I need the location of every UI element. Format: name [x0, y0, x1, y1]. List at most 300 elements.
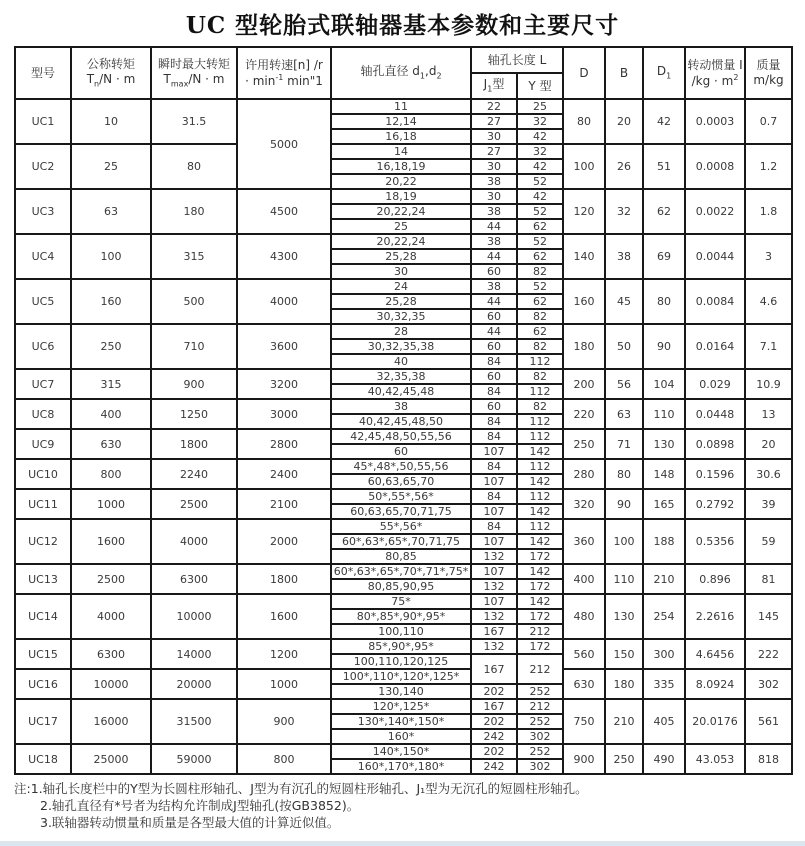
speed-cell: 1800: [237, 564, 331, 594]
mass-cell: 1.8: [745, 189, 792, 234]
mass-cell: 10.9: [745, 369, 792, 399]
max-torque-cell: 10000: [151, 594, 237, 639]
y-length-cell: 212: [517, 654, 563, 684]
D1-cell: 188: [643, 519, 685, 564]
speed-cell: 2000: [237, 519, 331, 564]
bore-diameter-cell: 60*,63*,65*,70,71,75: [331, 534, 471, 549]
nominal-torque-cell: 630: [71, 429, 151, 459]
mass-cell: 561: [745, 699, 792, 744]
speed-cell: 800: [237, 744, 331, 774]
mass-cell: 302: [745, 669, 792, 699]
inertia-cell: 0.0022: [685, 189, 745, 234]
inertia-cell: 0.0003: [685, 99, 745, 144]
D1-cell: 80: [643, 279, 685, 324]
header-row-1: [15, 47, 792, 73]
nominal-torque-cell: 6300: [71, 639, 151, 669]
y-length-cell: 82: [517, 369, 563, 384]
B-cell: 45: [605, 279, 643, 324]
j1-length-cell: 167: [471, 654, 517, 684]
speed-cell: 2400: [237, 459, 331, 489]
bore-diameter-cell: 30: [331, 264, 471, 279]
col-j1-type: $J_1$型: [471, 73, 517, 99]
D1-cell: 69: [643, 234, 685, 279]
max-torque-cell: 2500: [151, 489, 237, 519]
B-cell: 80: [605, 459, 643, 489]
j1-length-cell: 38: [471, 279, 517, 294]
bore-diameter-cell: 20,22,24: [331, 204, 471, 219]
model-cell: UC11: [15, 489, 71, 519]
y-length-cell: 32: [517, 114, 563, 129]
mass-cell: 59: [745, 519, 792, 564]
model-cell: UC8: [15, 399, 71, 429]
mass-cell: 30.6: [745, 459, 792, 489]
B-cell: 180: [605, 669, 643, 699]
table-row: [15, 594, 792, 609]
y-length-cell: 62: [517, 219, 563, 234]
note-1: 注:1.轴孔长度栏中的Y型为长圆柱形轴孔、J型为有沉孔的短圆柱形轴孔、J₁型为无沉孔的短圆柱形轴孔。: [14, 781, 588, 796]
table-row: [15, 699, 792, 714]
inertia-cell: 0.0164: [685, 324, 745, 369]
nominal-torque-cell: 800: [71, 459, 151, 489]
y-length-cell: 112: [517, 429, 563, 444]
bore-diameter-cell: 25,28: [331, 294, 471, 309]
max-torque-cell: 31500: [151, 699, 237, 744]
D-cell: 160: [563, 279, 605, 324]
mass-cell: 7.1: [745, 324, 792, 369]
bore-diameter-cell: 40,42,45,48: [331, 384, 471, 399]
y-length-cell: 42: [517, 159, 563, 174]
bore-diameter-cell: 30,32,35: [331, 309, 471, 324]
table-row: [15, 234, 792, 249]
col-model: 型号: [15, 47, 71, 99]
mass-cell: 222: [745, 639, 792, 669]
table-row: [15, 324, 792, 339]
j1-length-cell: 60: [471, 399, 517, 414]
mass-cell: 81: [745, 564, 792, 594]
bore-diameter-cell: 60*,63*,65*,70*,71*,75*: [331, 564, 471, 579]
j1-length-cell: 202: [471, 684, 517, 699]
table-body: [15, 99, 792, 774]
inertia-cell: 0.5356: [685, 519, 745, 564]
D1-cell: 490: [643, 744, 685, 774]
table-row: [15, 144, 792, 159]
col-speed: 许用转速[n] /r · $\min^{-1}$ min"1: [237, 47, 331, 99]
inertia-cell: 0.0084: [685, 279, 745, 324]
j1-length-cell: 167: [471, 699, 517, 714]
j1-length-cell: 60: [471, 309, 517, 324]
model-cell: UC17: [15, 699, 71, 744]
nominal-torque-cell: 25: [71, 144, 151, 189]
y-length-cell: 172: [517, 549, 563, 564]
y-length-cell: 112: [517, 459, 563, 474]
parameters-table: [14, 46, 793, 775]
j1-length-cell: 242: [471, 759, 517, 774]
bore-diameter-cell: 85*,90*,95*: [331, 639, 471, 654]
j1-length-cell: 44: [471, 249, 517, 264]
B-cell: 50: [605, 324, 643, 369]
max-torque-cell: 900: [151, 369, 237, 399]
nominal-torque-cell: 1600: [71, 519, 151, 564]
D1-cell: 165: [643, 489, 685, 519]
page-title: UC 型轮胎式联轴器基本参数和主要尺寸: [185, 12, 620, 39]
j1-length-cell: 107: [471, 594, 517, 609]
y-length-cell: 52: [517, 174, 563, 189]
D1-cell: 62: [643, 189, 685, 234]
B-cell: 38: [605, 234, 643, 279]
D-cell: 750: [563, 699, 605, 744]
y-length-cell: 62: [517, 249, 563, 264]
bore-diameter-cell: 50*,55*,56*: [331, 489, 471, 504]
mass-cell: 0.7: [745, 99, 792, 144]
j1-length-cell: 27: [471, 144, 517, 159]
model-cell: UC9: [15, 429, 71, 459]
model-cell: UC16: [15, 669, 71, 699]
y-length-cell: 252: [517, 714, 563, 729]
model-cell: UC12: [15, 519, 71, 564]
y-length-cell: 112: [517, 384, 563, 399]
inertia-cell: 0.896: [685, 564, 745, 594]
bore-diameter-cell: 160*: [331, 729, 471, 744]
inertia-cell: 8.0924: [685, 669, 745, 699]
table-row: [15, 489, 792, 504]
mass-cell: 13: [745, 399, 792, 429]
j1-length-cell: 84: [471, 429, 517, 444]
D-cell: 400: [563, 564, 605, 594]
bore-diameter-cell: 16,18,19: [331, 159, 471, 174]
B-cell: 71: [605, 429, 643, 459]
table-row: [15, 399, 792, 414]
model-cell: UC1: [15, 99, 71, 144]
max-torque-cell: 31.5: [151, 99, 237, 144]
y-length-cell: 32: [517, 144, 563, 159]
nominal-torque-cell: 25000: [71, 744, 151, 774]
model-cell: UC15: [15, 639, 71, 669]
max-torque-cell: 710: [151, 324, 237, 369]
table-row: [15, 744, 792, 759]
speed-cell: 4300: [237, 234, 331, 279]
bore-diameter-cell: 25,28: [331, 249, 471, 264]
B-cell: 63: [605, 399, 643, 429]
y-length-cell: 142: [517, 564, 563, 579]
bore-diameter-cell: 38: [331, 399, 471, 414]
inertia-cell: 2.2616: [685, 594, 745, 639]
bore-diameter-cell: 55*,56*: [331, 519, 471, 534]
D-cell: 140: [563, 234, 605, 279]
D-cell: 250: [563, 429, 605, 459]
D1-cell: 130: [643, 429, 685, 459]
y-length-cell: 252: [517, 684, 563, 699]
j1-length-cell: 132: [471, 549, 517, 564]
speed-cell: 4000: [237, 279, 331, 324]
bore-diameter-cell: 160*,170*,180*: [331, 759, 471, 774]
speed-cell: 2100: [237, 489, 331, 519]
D-cell: 630: [563, 669, 605, 699]
y-length-cell: 142: [517, 594, 563, 609]
bore-diameter-cell: 60: [331, 444, 471, 459]
note-3: 3.联轴器转动惯量和质量是各型最大值的计算近似值。: [40, 815, 340, 830]
inertia-cell: 4.6456: [685, 639, 745, 669]
y-length-cell: 212: [517, 699, 563, 714]
y-length-cell: 172: [517, 609, 563, 624]
j1-length-cell: 84: [471, 384, 517, 399]
bore-diameter-cell: 60,63,65,70,71,75: [331, 504, 471, 519]
bore-diameter-cell: 140*,150*: [331, 744, 471, 759]
D-cell: 180: [563, 324, 605, 369]
j1-length-cell: 60: [471, 264, 517, 279]
col-B: B: [605, 47, 643, 99]
D-cell: 200: [563, 369, 605, 399]
D-cell: 280: [563, 459, 605, 489]
note-2: 2.轴孔直径有*号者为结构允许制成J型轴孔(按GB3852)。: [40, 798, 360, 813]
D-cell: 480: [563, 594, 605, 639]
y-length-cell: 142: [517, 504, 563, 519]
speed-cell: 1000: [237, 669, 331, 699]
bore-diameter-cell: 100,110: [331, 624, 471, 639]
speed-cell: 3000: [237, 399, 331, 429]
j1-length-cell: 44: [471, 294, 517, 309]
D-cell: 360: [563, 519, 605, 564]
B-cell: 32: [605, 189, 643, 234]
nominal-torque-cell: 160: [71, 279, 151, 324]
bore-diameter-cell: 11: [331, 99, 471, 114]
max-torque-cell: 6300: [151, 564, 237, 594]
B-cell: 90: [605, 489, 643, 519]
y-length-cell: 52: [517, 279, 563, 294]
y-length-cell: 252: [517, 744, 563, 759]
y-length-cell: 42: [517, 129, 563, 144]
bore-diameter-cell: 30,32,35,38: [331, 339, 471, 354]
j1-length-cell: 132: [471, 639, 517, 654]
j1-length-cell: 107: [471, 504, 517, 519]
D1-cell: 405: [643, 699, 685, 744]
bore-diameter-cell: 75*: [331, 594, 471, 609]
y-length-cell: 142: [517, 444, 563, 459]
y-length-cell: 212: [517, 624, 563, 639]
B-cell: 210: [605, 699, 643, 744]
speed-cell: 2800: [237, 429, 331, 459]
table-header: [15, 47, 792, 99]
col-bore-length: 轴孔长度 L: [471, 47, 563, 73]
y-length-cell: 82: [517, 264, 563, 279]
model-cell: UC10: [15, 459, 71, 489]
D-cell: 900: [563, 744, 605, 774]
bore-diameter-cell: 20,22,24: [331, 234, 471, 249]
j1-length-cell: 38: [471, 234, 517, 249]
table-row: [15, 429, 792, 444]
B-cell: 26: [605, 144, 643, 189]
inertia-cell: 0.2792: [685, 489, 745, 519]
j1-length-cell: 84: [471, 354, 517, 369]
j1-length-cell: 132: [471, 579, 517, 594]
table-row: [15, 639, 792, 654]
j1-length-cell: 84: [471, 489, 517, 504]
j1-length-cell: 202: [471, 744, 517, 759]
bore-diameter-cell: 130*,140*,150*: [331, 714, 471, 729]
B-cell: 150: [605, 639, 643, 669]
inertia-cell: 0.029: [685, 369, 745, 399]
D1-cell: 148: [643, 459, 685, 489]
mass-cell: 20: [745, 429, 792, 459]
D-cell: 100: [563, 144, 605, 189]
y-length-cell: 142: [517, 474, 563, 489]
j1-length-cell: 44: [471, 219, 517, 234]
max-torque-cell: 315: [151, 234, 237, 279]
page-bottom-strip: [0, 841, 805, 846]
j1-length-cell: 30: [471, 189, 517, 204]
table-row: [15, 669, 792, 684]
j1-length-cell: 22: [471, 99, 517, 114]
speed-cell: 1200: [237, 639, 331, 669]
bore-diameter-cell: 80,85: [331, 549, 471, 564]
j1-length-cell: 38: [471, 174, 517, 189]
speed-cell: 3600: [237, 324, 331, 369]
j1-length-cell: 167: [471, 624, 517, 639]
j1-length-cell: 38: [471, 204, 517, 219]
nominal-torque-cell: 100: [71, 234, 151, 279]
bore-diameter-cell: 45*,48*,50,55,56: [331, 459, 471, 474]
model-cell: UC5: [15, 279, 71, 324]
bore-diameter-cell: 20,22: [331, 174, 471, 189]
speed-cell: 5000: [237, 99, 331, 189]
nominal-torque-cell: 2500: [71, 564, 151, 594]
nominal-torque-cell: 10000: [71, 669, 151, 699]
y-length-cell: 112: [517, 489, 563, 504]
y-length-cell: 52: [517, 204, 563, 219]
y-length-cell: 142: [517, 534, 563, 549]
model-cell: UC14: [15, 594, 71, 639]
inertia-cell: 20.0176: [685, 699, 745, 744]
table-row: [15, 279, 792, 294]
model-cell: UC13: [15, 564, 71, 594]
j1-length-cell: 107: [471, 564, 517, 579]
speed-cell: 1600: [237, 594, 331, 639]
D-cell: 220: [563, 399, 605, 429]
bore-diameter-cell: 120*,125*: [331, 699, 471, 714]
y-length-cell: 52: [517, 234, 563, 249]
col-max-torque: 瞬时最大转矩 $T_{max}/N \cdot m$: [151, 47, 237, 99]
B-cell: 100: [605, 519, 643, 564]
model-cell: UC7: [15, 369, 71, 399]
col-y-type: Y 型: [517, 73, 563, 99]
D1-cell: 254: [643, 594, 685, 639]
B-cell: 56: [605, 369, 643, 399]
bore-diameter-cell: 100*,110*,120*,125*: [331, 669, 471, 684]
table-row: [15, 564, 792, 579]
bore-diameter-cell: 42,45,48,50,55,56: [331, 429, 471, 444]
j1-length-cell: 84: [471, 459, 517, 474]
mass-cell: 818: [745, 744, 792, 774]
y-length-cell: 112: [517, 414, 563, 429]
mass-cell: 1.2: [745, 144, 792, 189]
model-cell: UC3: [15, 189, 71, 234]
B-cell: 20: [605, 99, 643, 144]
max-torque-cell: 1250: [151, 399, 237, 429]
D1-cell: 104: [643, 369, 685, 399]
bore-diameter-cell: 18,19: [331, 189, 471, 204]
D-cell: 560: [563, 639, 605, 669]
bore-diameter-cell: 100,110,120,125: [331, 654, 471, 669]
y-length-cell: 112: [517, 354, 563, 369]
y-length-cell: 172: [517, 639, 563, 654]
bore-diameter-cell: 12,14: [331, 114, 471, 129]
mass-cell: 3: [745, 234, 792, 279]
nominal-torque-cell: 10: [71, 99, 151, 144]
D-cell: 120: [563, 189, 605, 234]
nominal-torque-cell: 315: [71, 369, 151, 399]
y-length-cell: 302: [517, 729, 563, 744]
max-torque-cell: 20000: [151, 669, 237, 699]
j1-length-cell: 30: [471, 129, 517, 144]
model-cell: UC4: [15, 234, 71, 279]
mass-cell: 145: [745, 594, 792, 639]
D1-cell: 90: [643, 324, 685, 369]
max-torque-cell: 14000: [151, 639, 237, 669]
table-row: [15, 459, 792, 474]
bore-diameter-cell: 80,85,90,95: [331, 579, 471, 594]
max-torque-cell: 500: [151, 279, 237, 324]
bore-diameter-cell: 25: [331, 219, 471, 234]
inertia-cell: 0.0044: [685, 234, 745, 279]
table-row: [15, 99, 792, 114]
max-torque-cell: 2240: [151, 459, 237, 489]
table-row: [15, 189, 792, 204]
footnotes: [14, 780, 805, 831]
inertia-cell: 0.0898: [685, 429, 745, 459]
nominal-torque-cell: 63: [71, 189, 151, 234]
bore-diameter-cell: 16,18: [331, 129, 471, 144]
y-length-cell: 112: [517, 519, 563, 534]
y-length-cell: 172: [517, 579, 563, 594]
col-D1: $D_1$: [643, 47, 685, 99]
y-length-cell: 42: [517, 189, 563, 204]
speed-cell: 4500: [237, 189, 331, 234]
j1-length-cell: 30: [471, 159, 517, 174]
j1-length-cell: 202: [471, 714, 517, 729]
D1-cell: 42: [643, 99, 685, 144]
inertia-cell: 0.0008: [685, 144, 745, 189]
max-torque-cell: 59000: [151, 744, 237, 774]
j1-length-cell: 27: [471, 114, 517, 129]
D1-cell: 300: [643, 639, 685, 669]
B-cell: 110: [605, 564, 643, 594]
model-cell: UC18: [15, 744, 71, 774]
D1-cell: 210: [643, 564, 685, 594]
col-inertia: 转动惯量 I $/kg \cdot m^2$: [685, 47, 745, 99]
y-length-cell: 302: [517, 759, 563, 774]
table-row: [15, 519, 792, 534]
bore-diameter-cell: 60,63,65,70: [331, 474, 471, 489]
bore-diameter-cell: 28: [331, 324, 471, 339]
col-nominal-torque: 公称转矩 $T_n/N \cdot m$: [71, 47, 151, 99]
bore-diameter-cell: 40: [331, 354, 471, 369]
y-length-cell: 82: [517, 399, 563, 414]
B-cell: 250: [605, 744, 643, 774]
speed-cell: 900: [237, 699, 331, 744]
nominal-torque-cell: 400: [71, 399, 151, 429]
mass-cell: 4.6: [745, 279, 792, 324]
j1-length-cell: 60: [471, 369, 517, 384]
bore-diameter-cell: 130,140: [331, 684, 471, 699]
col-mass: 质量 m/kg: [745, 47, 792, 99]
mass-cell: 39: [745, 489, 792, 519]
D-cell: 80: [563, 99, 605, 144]
col-bore-diameter: 轴孔直径 $d_1,d_2$: [331, 47, 471, 99]
y-length-cell: 62: [517, 324, 563, 339]
bore-diameter-cell: 32,35,38: [331, 369, 471, 384]
j1-length-cell: 84: [471, 414, 517, 429]
D1-cell: 51: [643, 144, 685, 189]
D1-cell: 335: [643, 669, 685, 699]
